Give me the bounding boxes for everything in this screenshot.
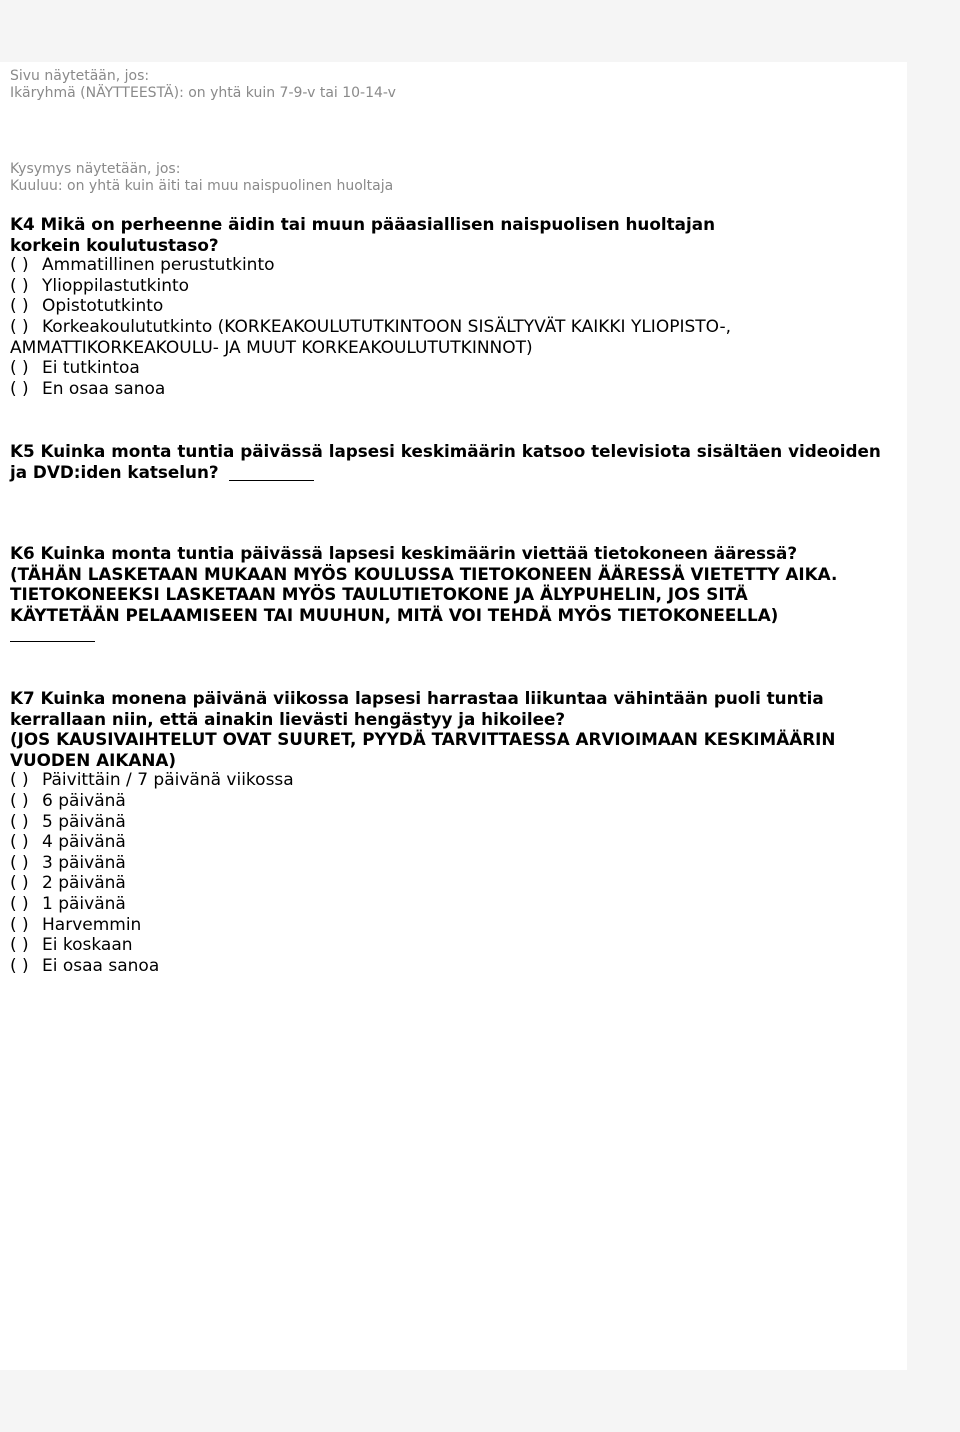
question-k4 [10,214,731,399]
condition-rule: Ikäryhmä (NÄYTTEESTÄ): on yhtä kuin 7-9-v tai 10-14-v [10,85,396,101]
answer-option [10,276,731,297]
page-display-condition [10,68,396,102]
answer-option-label: Opistotutkinto [42,296,164,317]
answer-option [10,379,731,400]
answer-option [10,812,835,833]
radio-marker: ( ) [10,378,29,399]
answer-option-label: Päivittäin / 7 päivänä viikossa [42,770,294,791]
question-instruction-line: (JOS KAUSIVAIHTELUT OVAT SUURET, PYYDÄ TARVITTAESSA ARVIOIMAAN KESKIMÄÄRIN [10,729,836,750]
answer-option [10,935,835,956]
radio-marker: ( ) [10,255,29,276]
radio-marker: ( ) [10,358,29,379]
answer-option-label-continuation: AMMATTIKORKEAKOULU- JA MUUT KORKEAKOULUTUTKINNOT) [10,337,533,358]
answer-blank-line [10,625,95,642]
radio-marker: ( ) [10,316,29,337]
question-instruction-line: KÄYTETÄÄN PELAAMISEEN TAI MUUHUN, MITÄ VOI TEHDÄ MYÖS TIETOKONEELLA) [10,604,779,625]
answer-option-label: 4 päivänä [42,832,126,853]
radio-marker: ( ) [10,275,29,296]
radio-marker: ( ) [10,852,29,873]
condition-rule: Kuuluu: on yhtä kuin äiti tai muu naispuolinen huoltaja [10,178,394,194]
question-text-line: K7 Kuinka monena päivänä viikossa lapsesi harrastaa liikuntaa vähintään puoli tuntia [10,688,824,708]
radio-marker: ( ) [10,790,29,811]
document-page [0,62,907,1370]
answer-option [10,296,731,317]
radio-marker: ( ) [10,914,29,935]
answer-option [10,853,835,874]
answer-blank-line [229,462,314,481]
answer-option [10,832,835,853]
question-text-line: K6 Kuinka monta tuntia päivässä lapsesi keskimäärin viettää tietokoneen ääressä? [10,543,798,563]
answer-option-label: 3 päivänä [42,852,126,873]
question-instruction-line: TIETOKONEEKSI LASKETAAN MYÖS TAULUTIETOKONE JA ÄLYPUHELIN, JOS SITÄ [10,584,748,605]
question-text-line: ja DVD:iden katselun? [10,461,219,482]
question-text-line: K5 Kuinka monta tuntia päivässä lapsesi keskimäärin katsoo televisiota sisältäen videoiden [10,441,881,461]
answer-option-label: 1 päivänä [42,893,126,914]
question-text-line: korkein koulutustaso? [10,234,219,255]
answer-option-label: 5 päivänä [42,811,126,832]
answer-option-label: Harvemmin [42,914,142,935]
answer-option [10,894,835,915]
answer-option-label: Ylioppilastutkinto [42,275,190,296]
answer-option [10,915,835,936]
answer-option-label: Ammatillinen perustutkinto [42,255,275,276]
question-text-line-with-blank [10,462,881,483]
radio-marker: ( ) [10,873,29,894]
radio-marker: ( ) [10,955,29,976]
radio-marker: ( ) [10,296,29,317]
answer-option-label: Korkeakoulututkinto (KORKEAKOULUTUTKINTOON SISÄLTYVÄT KAIKKI YLIOPISTO-, [42,316,732,337]
answer-option-label: Ei tutkintoa [42,358,140,379]
answer-option [10,255,731,276]
answer-blank-row [10,625,837,646]
answer-option [10,956,835,977]
condition-label: Sivu näytetään, jos: [10,68,150,84]
answer-option [10,358,731,379]
question-text-line: K4 Mikä on perheenne äidin tai muun pääasiallisen naispuolisen huoltajan [10,214,716,234]
question-k5 [10,441,881,482]
answer-option-label: Ei koskaan [42,935,133,956]
radio-marker: ( ) [10,832,29,853]
question-k6 [10,543,837,646]
radio-marker: ( ) [10,935,29,956]
answer-option-label: 6 päivänä [42,790,126,811]
radio-marker: ( ) [10,811,29,832]
answer-option-label: En osaa sanoa [42,378,166,399]
radio-marker: ( ) [10,770,29,791]
question-display-condition [10,161,393,195]
question-k7 [10,688,835,976]
radio-marker: ( ) [10,893,29,914]
answer-option [10,873,835,894]
condition-label: Kysymys näytetään, jos: [10,161,181,177]
answer-option [10,317,731,338]
answer-option-label: 2 päivänä [42,873,126,894]
question-instruction-line: VUODEN AIKANA) [10,749,177,770]
answer-option [10,770,835,791]
answer-option-label: Ei osaa sanoa [42,955,160,976]
question-text-line: kerrallaan niin, että ainakin lievästi hengästyy ja hikoilee? [10,708,566,729]
question-instruction-line: (TÄHÄN LASKETAAN MUKAAN MYÖS KOULUSSA TIETOKONEEN ÄÄRESSÄ VIETETTY AIKA. [10,563,838,584]
answer-option [10,791,835,812]
